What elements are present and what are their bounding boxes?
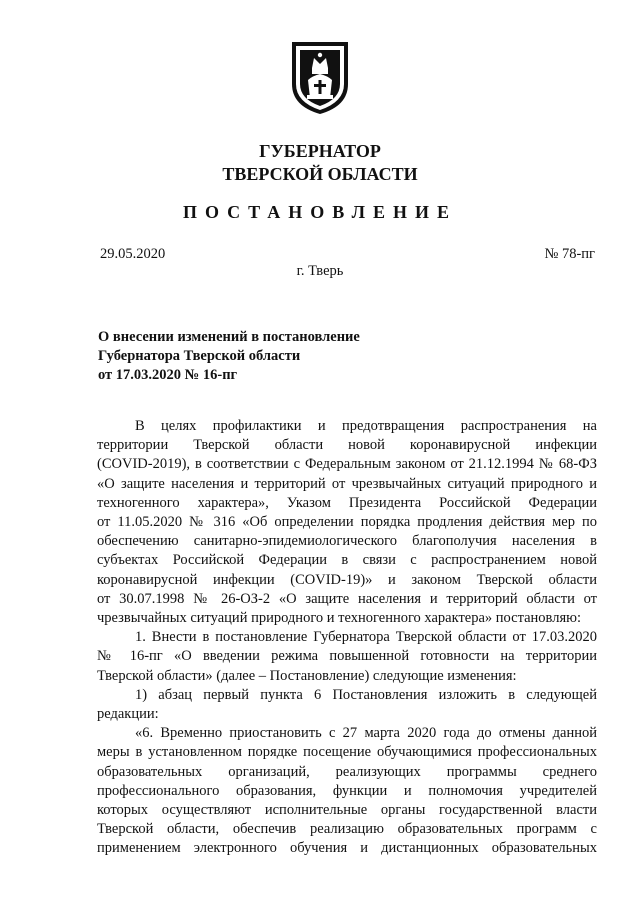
issuer-title-line2: ТВЕРСКОЙ ОБЛАСТИ [222, 164, 418, 184]
body-line: применением электронного обучения и дистанционных образовательных [97, 840, 597, 857]
body-line: обеспечению санитарно-эпидемиологического благополучия населения в [97, 533, 597, 550]
body-line: «О защите населения и территорий от чрезвычайных ситуаций природного и [97, 475, 597, 492]
body-line: от 11.05.2020 № 316 «Об определении порядка продления действия мер по [97, 514, 597, 531]
body-line: (COVID-2019), в соответствии с Федеральным законом от 21.12.1994 № 68-ФЗ [97, 456, 597, 473]
body-line: 1. Внести в постановление Губернатора Тверской области от 17.03.2020 [135, 629, 597, 646]
issuer-title-line1: ГУБЕРНАТОР [259, 141, 381, 161]
body-line: профессионального образования, функции и полномочия учредителей [97, 782, 597, 799]
document-body [97, 417, 597, 859]
document-subject [98, 328, 360, 385]
body-line: редакции: [97, 706, 159, 723]
body-line: Тверской области, обеспечив реализацию образовательных программ с [97, 821, 597, 838]
body-line: «6. Временно приостановить с 27 марта 2020 года до отмены данной [135, 725, 597, 742]
subject-line: Губернатора Тверской области [98, 348, 301, 364]
document-date: 29.05.2020 [100, 246, 166, 262]
body-line: Тверской области» (далее – Постановление) следующие изменения: [97, 667, 517, 684]
body-line: субъектах Российской Федерации в связи с распространением новой [97, 552, 597, 569]
issuer-title [0, 140, 640, 186]
body-line: чрезвычайных ситуаций природного и техногенного характера» постановляю: [97, 610, 581, 627]
tver-coat-of-arms-icon [290, 40, 350, 116]
body-line: территории Тверской области новой коронавирусной инфекции [97, 437, 597, 454]
body-line: образовательных организаций, реализующих программы среднего [97, 763, 597, 780]
body-line: техногенного характера», Указом Президента Российской Федерации [97, 494, 597, 511]
subject-line: от 17.03.2020 № 16-пг [98, 367, 238, 383]
body-line: которых осуществляют исполнительные органы государственной власти [97, 802, 597, 819]
body-line: В целях профилактики и предотвращения распространения на [135, 418, 597, 434]
subject-line: О внесении изменений в постановление [98, 329, 360, 345]
body-line: от 30.07.1998 № 26-ОЗ-2 «О защите населения и территорий области от [97, 590, 597, 607]
document-number: № 78-пг [544, 246, 595, 262]
body-line: коронавирусной инфекции (COVID-19)» и законом Тверской области [97, 571, 597, 588]
body-line: 1) абзац первый пункта 6 Постановления изложить в следующей [135, 686, 597, 703]
body-line: № 16-пг «О введении режима повышенной готовности на территории [97, 648, 597, 665]
document-type: ПОСТАНОВЛЕНИЕ [182, 202, 458, 222]
document-city: г. Тверь [296, 263, 344, 279]
body-line: меры в установленном порядке посещение обучающимися профессиональных [97, 744, 597, 761]
